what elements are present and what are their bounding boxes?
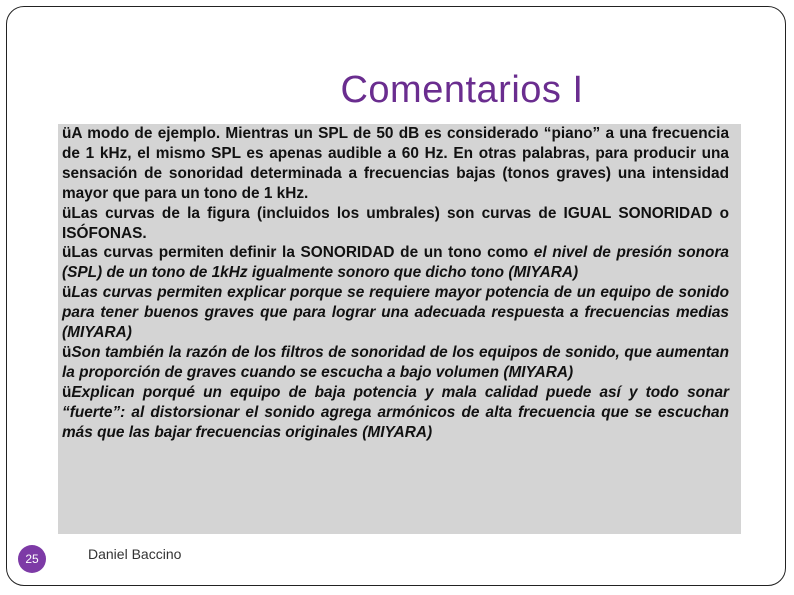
bullet-4 xyxy=(62,283,729,343)
bullet-1 xyxy=(62,124,729,204)
bullet-3 xyxy=(62,243,729,283)
bullet-2 xyxy=(62,204,729,244)
bullet-text: Las curvas permiten explicar porque se requiere mayor potencia de un equipo de sonido para tener buenos graves que para lograr una adecuada respuesta a frecuencias medias (MIYARA) xyxy=(62,284,729,342)
slide-number-badge: 25 xyxy=(18,545,46,573)
checkmark-icon: ü xyxy=(62,125,72,142)
bullet-5 xyxy=(62,343,729,383)
footer-author: Daniel Baccino xyxy=(88,546,182,562)
bullet-text: Las curvas de la figura (incluidos los umbrales) son curvas de IGUAL SONORIDAD o ISÓFONAS. xyxy=(62,204,729,242)
bullet-text: Explican porqué un equipo de baja potencia y mala calidad puede así y todo sonar “fuerte”: al distorsionar el sonido agrega armónicos de alta frecuencia que se escuchan más que las bajar frecuencias originales (MIYARA) xyxy=(62,383,729,441)
bullet-text-italic: el nivel de presión sonora (SPL) de un tono de 1kHz igualmente sonoro que dicho tono (MIYARA) xyxy=(62,244,729,282)
checkmark-icon: ü xyxy=(62,383,72,401)
slide-title: Comentarios I xyxy=(340,69,584,111)
checkmark-icon: ü xyxy=(62,343,72,361)
bullet-text: A modo de ejemplo. Mientras un SPL de 50 dB es considerado “piano” a una frecuencia de 1 kHz, el mismo SPL es apenas audible a 60 Hz. En otras palabras, para producir una sensación de sonoridad determinada a frecuencias bajas (tonos graves) una intensidad mayor que para un tono de 1 kHz. xyxy=(62,125,729,202)
checkmark-icon: ü xyxy=(62,244,72,262)
content-box xyxy=(58,124,741,534)
bullet-6 xyxy=(62,383,729,443)
checkmark-icon: ü xyxy=(62,284,72,302)
checkmark-icon: ü xyxy=(62,204,72,222)
bullet-text: Las curvas permiten definir la SONORIDAD de un tono como xyxy=(71,244,534,262)
bullet-text: Son también la razón de los filtros de sonoridad de los equipos de sonido, que aumentan la proporción de graves cuando se escucha a bajo volumen (MIYARA) xyxy=(62,343,729,381)
